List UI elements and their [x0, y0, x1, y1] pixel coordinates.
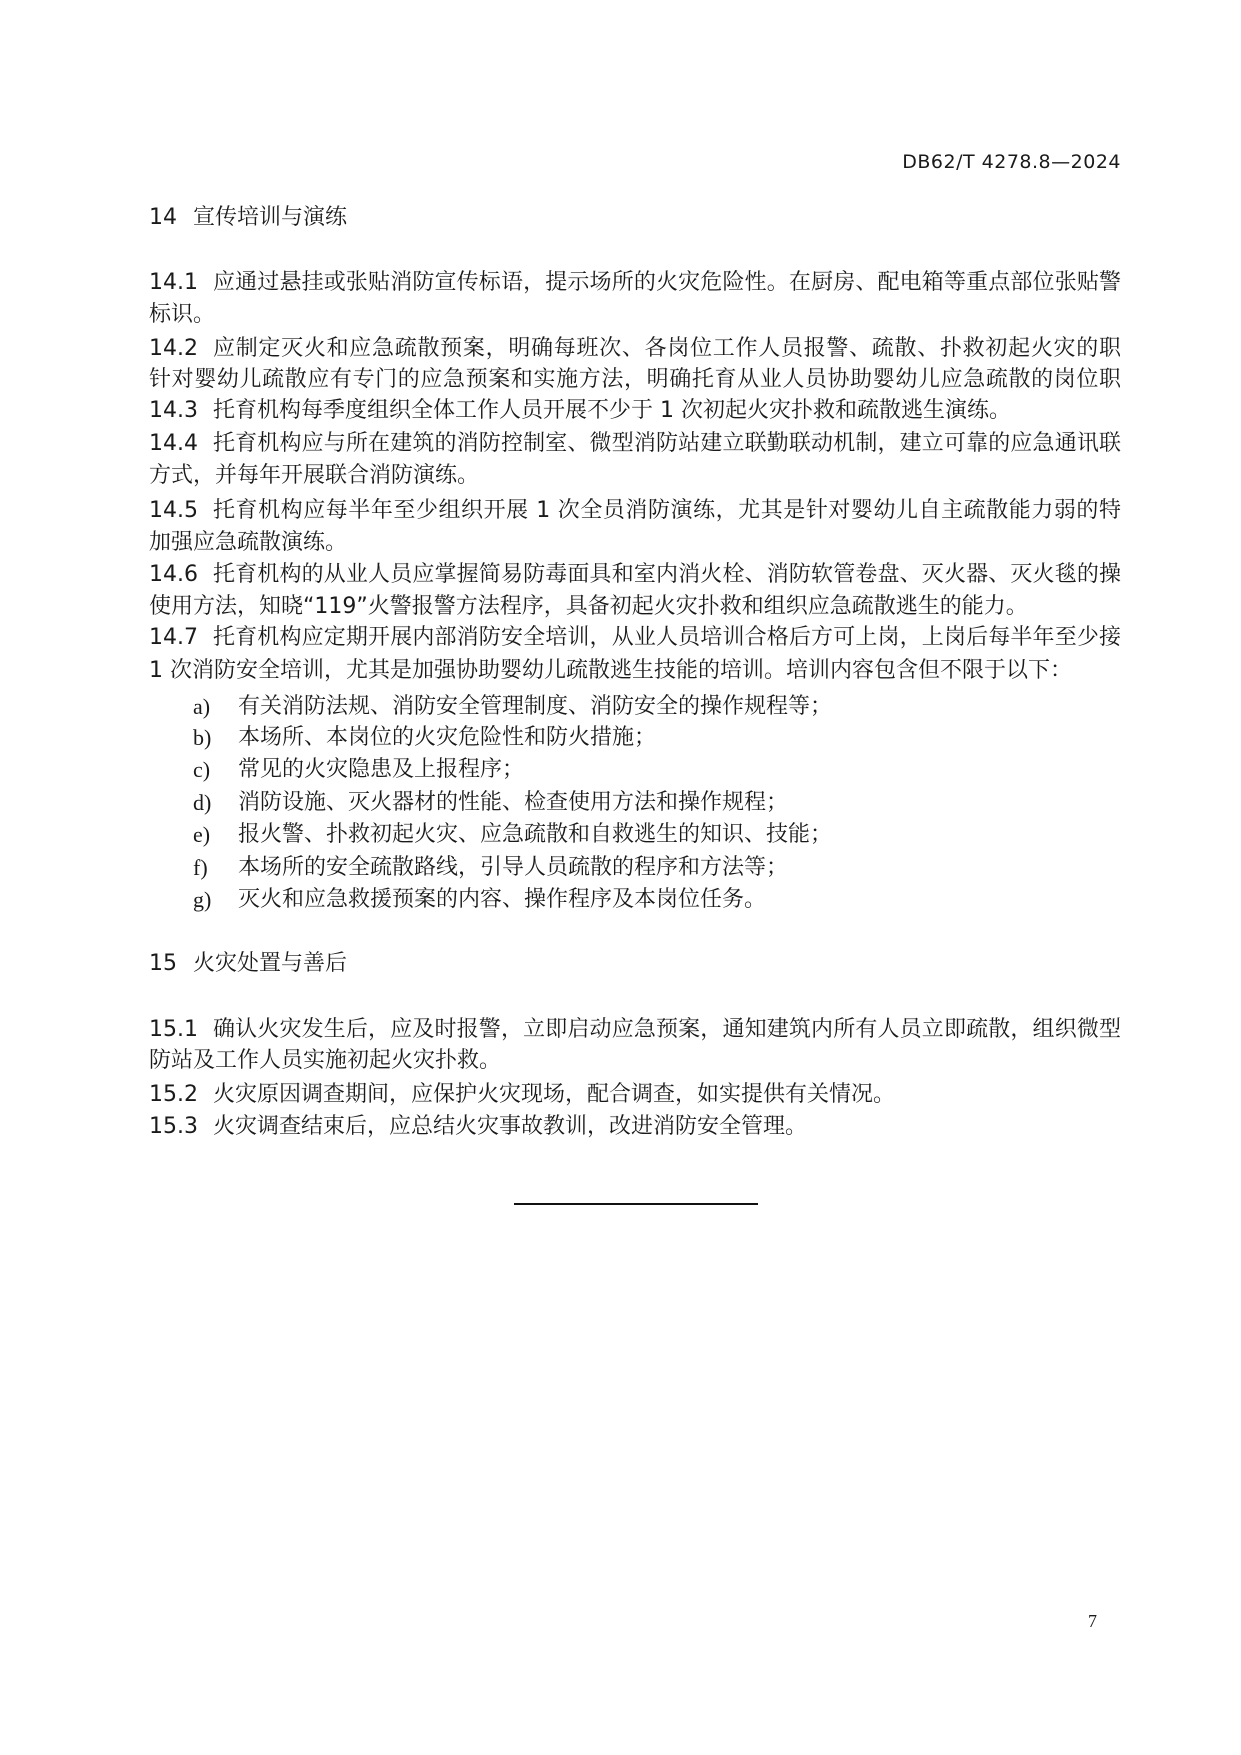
- list-item: [193, 787, 1121, 819]
- clause-text: 托育机构的从业人员应掌握简易防毒面具和室内消火栓、消防软管卷盘、灭火器、灭火毯的操: [213, 562, 1121, 587]
- list-item: [193, 852, 1121, 884]
- clause: [149, 333, 1121, 365]
- section-heading: [149, 202, 749, 234]
- document-code: DB62/T 4278.8—2024: [902, 151, 1121, 173]
- section-number: 15: [149, 951, 177, 976]
- list-item-label: b): [193, 725, 212, 750]
- list-item: [193, 722, 1121, 754]
- list-item: [193, 754, 1121, 786]
- clause-text: 托育机构应与所在建筑的消防控制室、微型消防站建立联勤联动机制，建立可靠的应急通讯联: [213, 431, 1121, 456]
- clause-text-continued: 方式，并每年开展联合消防演练。: [149, 463, 480, 488]
- list-item: [193, 884, 1121, 916]
- list-item-text: 本场所、本岗位的火灾危险性和防火措施；: [238, 725, 657, 750]
- list-item-label: e): [193, 822, 211, 847]
- clause-number: 14.1: [149, 270, 198, 295]
- clause-text-continued: 防站及工作人员实施初起火灾扑救。: [149, 1048, 502, 1073]
- clause: [149, 395, 1121, 427]
- clause-number: 14.3: [149, 398, 198, 423]
- list-item-label: g): [193, 887, 212, 912]
- list-item: [193, 691, 1121, 723]
- clause-number: 15.1: [149, 1017, 198, 1042]
- clause-text-continued: 使用方法，知晓“119”火警报警方法程序，具备初起火灾扑救和组织应急疏散逃生的能力。: [149, 594, 1028, 619]
- clause: [149, 1111, 1121, 1143]
- clause-text-continued: 标识。: [149, 302, 216, 327]
- list-item-text: 本场所的安全疏散路线，引导人员疏散的程序和方法等；: [238, 855, 789, 880]
- section-heading: [149, 948, 749, 980]
- clause: [149, 1014, 1121, 1046]
- clause: [149, 267, 1121, 299]
- section-title: 宣传培训与演练: [193, 205, 348, 230]
- list-item-text: 报火警、扑救初起火灾、应急疏散和自救逃生的知识、技能；: [238, 822, 833, 847]
- section-title: 火灾处置与善后: [193, 951, 348, 976]
- clause-text: 火灾调查结束后，应总结火灾事故教训，改进消防安全管理。: [213, 1114, 808, 1139]
- list-item-label: f): [193, 855, 208, 880]
- clause-text: 确认火灾发生后，应及时报警，立即启动应急预案，通知建筑内所有人员立即疏散，组织微型: [213, 1017, 1121, 1042]
- clause-number: 14.6: [149, 562, 198, 587]
- clause-number: 15.2: [149, 1082, 198, 1107]
- clause: [149, 559, 1121, 591]
- clause: [149, 1079, 1121, 1111]
- list-item-label: d): [193, 790, 212, 815]
- clause-number: 14.7: [149, 625, 198, 650]
- clause-number: 15.3: [149, 1114, 198, 1139]
- clause-number: 14.5: [149, 498, 198, 523]
- clause-text: 托育机构应每半年至少组织开展 1 次全员消防演练，尤其是针对婴幼儿自主疏散能力弱的特: [213, 498, 1121, 523]
- clause-text-continued: 加强应急疏散演练。: [149, 530, 348, 555]
- list-item-label: a): [193, 694, 211, 719]
- list-item-text: 消防设施、灭火器材的性能、检查使用方法和操作规程；: [238, 790, 789, 815]
- section-number: 14: [149, 205, 177, 230]
- clause-number: 14.4: [149, 431, 198, 456]
- page-number: 7: [1088, 1611, 1097, 1631]
- clause-text: 火灾原因调查期间，应保护火灾现场，配合调查，如实提供有关情况。: [213, 1082, 896, 1107]
- list-item: [193, 819, 1121, 851]
- clause-text: 应通过悬挂或张贴消防宣传标语，提示场所的火灾危险性。在厨房、配电箱等重点部位张贴警: [213, 270, 1121, 295]
- clause-text-continued: 针对婴幼儿疏散应有专门的应急预案和实施方法，明确托育从业人员协助婴幼儿应急疏散的岗位职: [149, 367, 1121, 392]
- clause: [149, 428, 1121, 460]
- list-item-label: c): [193, 757, 211, 782]
- clause-text: 托育机构每季度组织全体工作人员开展不少于 1 次初起火灾扑救和疏散逃生演练。: [213, 398, 1011, 423]
- clause-text-continued: 1 次消防安全培训，尤其是加强协助婴幼儿疏散逃生技能的培训。培训内容包含但不限于以下：: [149, 658, 1072, 683]
- list-item-text: 常见的火灾隐患及上报程序；: [238, 757, 525, 782]
- list-item-text: 有关消防法规、消防安全管理制度、消防安全的操作规程等；: [238, 694, 833, 719]
- clause: [149, 622, 1121, 654]
- clause-text: 应制定灭火和应急疏散预案，明确每班次、各岗位工作人员报警、疏散、扑救初起火灾的职: [213, 336, 1121, 361]
- clause-number: 14.2: [149, 336, 198, 361]
- clause: [149, 495, 1121, 527]
- end-of-text-rule: [514, 1203, 758, 1205]
- clause-text: 托育机构应定期开展内部消防安全培训，从业人员培训合格后方可上岗，上岗后每半年至少接: [213, 625, 1121, 650]
- list-item-text: 灭火和应急救援预案的内容、操作程序及本岗位任务。: [238, 887, 767, 912]
